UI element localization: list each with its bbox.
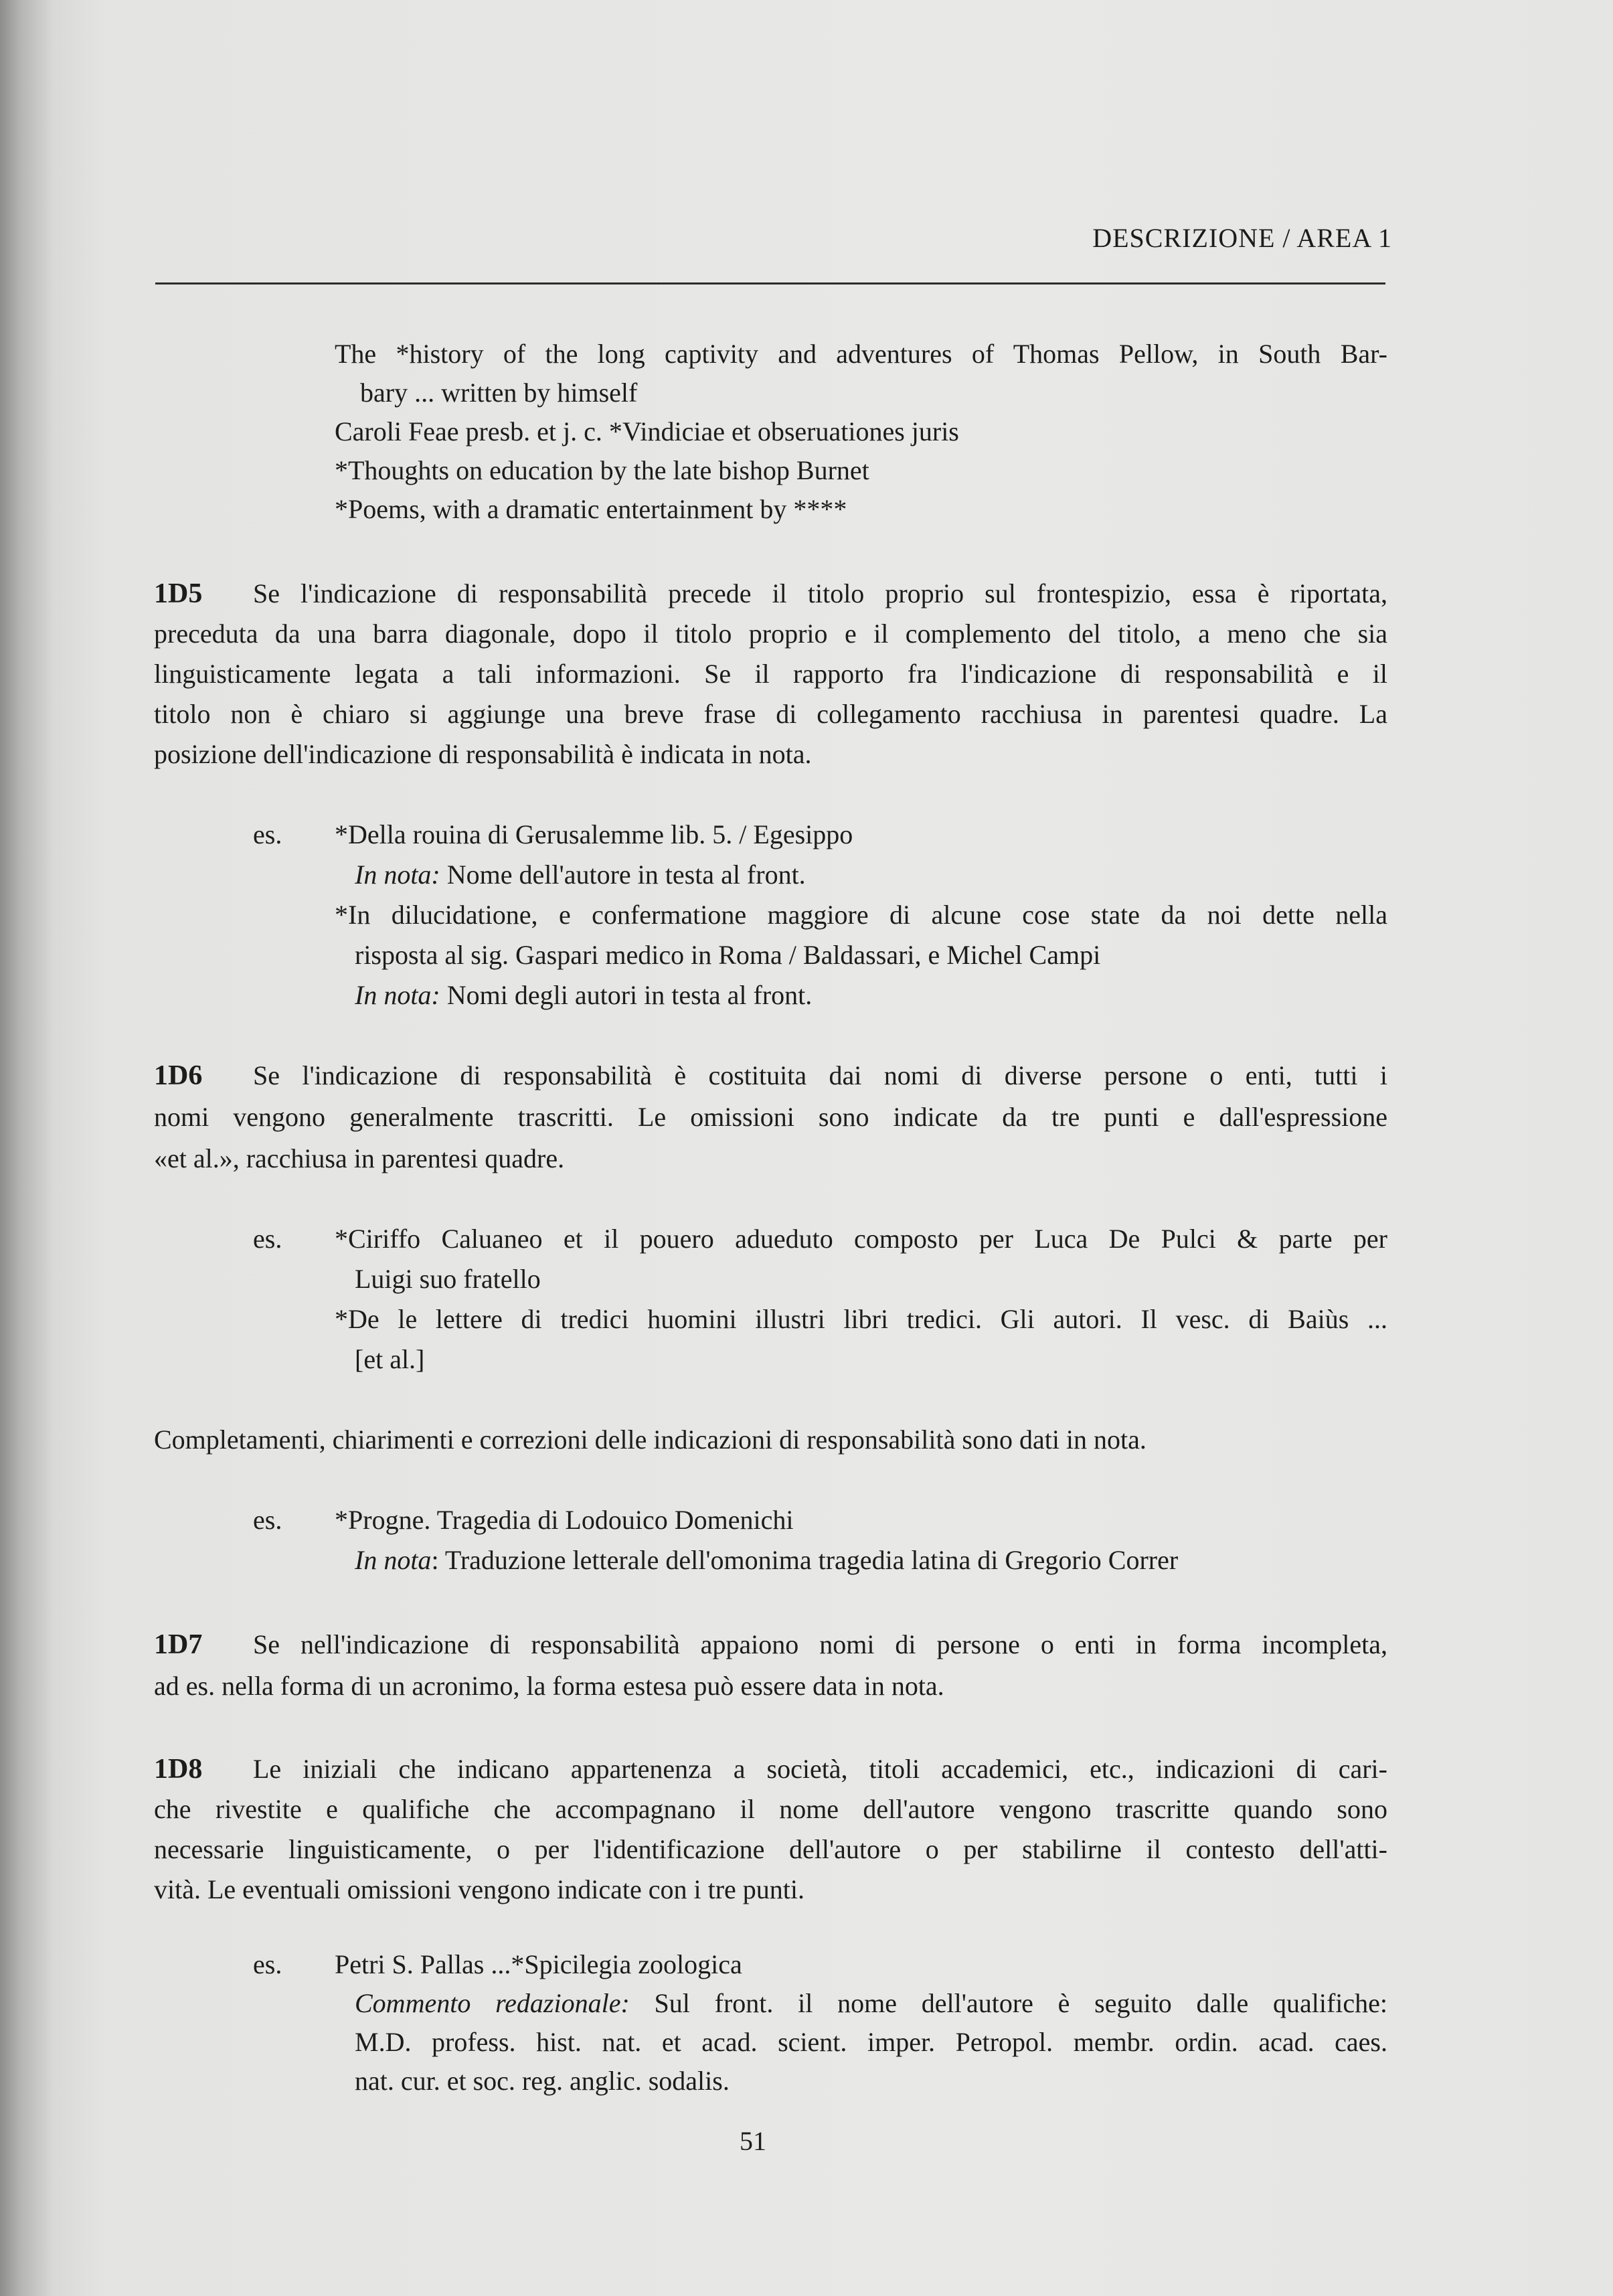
section-1d5-example-2-note bbox=[355, 976, 812, 1015]
note-text: Nomi degli autori in testa al front. bbox=[440, 980, 813, 1010]
section-1d6-line2: nomi vengono generalmente trascritti. Le omissioni sono indicate da tre punti e dall'espressione bbox=[154, 1102, 1387, 1132]
section-1d6-example-3-note bbox=[355, 1541, 1178, 1580]
section-1d6-example-1-line2: Luigi suo fratello bbox=[355, 1264, 541, 1294]
section-1d5-line4: titolo non è chiaro si aggiunge una breve frase di collegamento racchiusa in parentesi quadre. La bbox=[154, 699, 1387, 729]
section-1d7-line2: ad es. nella forma di un acronimo, la forma estesa può essere data in nota. bbox=[154, 1671, 944, 1701]
section-1d6-example-2-line2: [et al.] bbox=[355, 1344, 425, 1374]
section-1d5-example-2-line1: *In dilucidatione, e confermatione maggiore di alcune cose state da noi dette nella bbox=[335, 900, 1387, 930]
section-1d5-example-1: *Della rouina di Gerusalemme lib. 5. / Egesippo bbox=[335, 819, 853, 849]
page-number: 51 bbox=[740, 2126, 766, 2156]
header-rule bbox=[155, 282, 1385, 284]
example-label: es. bbox=[253, 1949, 282, 1979]
section-1d8-line1: Le iniziali che indicano appartenenza a società, titoli accademici, etc., indicazioni di cari- bbox=[253, 1754, 1387, 1784]
section-1d5-example-1-note bbox=[355, 855, 806, 894]
section-1d6-example-3: *Progne. Tragedia di Lodouico Domenichi bbox=[335, 1505, 794, 1535]
running-header: DESCRIZIONE / AREA 1 bbox=[1092, 223, 1392, 253]
example-label: es. bbox=[253, 1505, 282, 1535]
intro-example-1-line2: bary ... written by himself bbox=[360, 378, 638, 408]
note-label: In nota: bbox=[355, 980, 440, 1010]
intro-example-1-line1: The *history of the long captivity and adventures of Thomas Pellow, in South Bar- bbox=[335, 339, 1387, 369]
intro-example-2: Caroli Feae presb. et j. c. *Vindiciae et obseruationes juris bbox=[335, 416, 959, 446]
example-label: es. bbox=[253, 1224, 282, 1254]
section-code-1d5: 1D5 bbox=[154, 578, 203, 609]
section-1d6-line3: «et al.», racchiusa in parentesi quadre. bbox=[154, 1143, 565, 1173]
note-label: In nota: bbox=[355, 859, 440, 890]
section-1d8-comment-line1 bbox=[355, 1984, 1387, 2023]
comment-label: Commento redazionale: bbox=[355, 1988, 630, 2018]
section-1d5-line1: Se l'indicazione di responsabilità precede il titolo proprio sul frontespizio, essa è riportata, bbox=[253, 578, 1387, 608]
section-1d6-example-1-line1: *Ciriffo Caluaneo et il pouero adueduto composto per Luca De Pulci & parte per bbox=[335, 1224, 1387, 1254]
section-code-1d7: 1D7 bbox=[154, 1629, 203, 1660]
note-text: : Traduzione letterale dell'omonima tragedia latina di Gregorio Correr bbox=[431, 1545, 1179, 1575]
section-1d5-example-2-line2: risposta al sig. Gaspari medico in Roma / Baldassari, e Michel Campi bbox=[355, 940, 1101, 970]
section-code-1d8: 1D8 bbox=[154, 1754, 203, 1785]
section-1d8-line4: vità. Le eventuali omissioni vengono indicate con i tre punti. bbox=[154, 1874, 804, 1904]
section-1d7-line1: Se nell'indicazione di responsabilità appaiono nomi di persone o enti in forma incompleta, bbox=[253, 1629, 1387, 1659]
section-1d5-line3: linguisticamente legata a tali informazioni. Se il rapporto fra l'indicazione di responsabilità e il bbox=[154, 659, 1387, 689]
section-1d8-line3: necessarie linguisticamente, o per l'identificazione dell'autore o per stabilirne il contesto dell'atti- bbox=[154, 1834, 1387, 1864]
intro-example-4: *Poems, with a dramatic entertainment by **** bbox=[335, 494, 847, 524]
comment-text: Sul front. il nome dell'autore è seguito dalle qualifiche: bbox=[629, 1988, 1387, 2018]
section-1d6-completion-text: Completamenti, chiarimenti e correzioni delle indicazioni di responsabilità sono dati in nota. bbox=[154, 1424, 1147, 1455]
section-1d5-line2: preceduta da una barra diagonale, dopo il titolo proprio e il complemento del titolo, a meno che sia bbox=[154, 619, 1387, 649]
section-1d6-example-2-line1: *De le lettere di tredici huomini illustri libri tredici. Gli autori. Il vesc. di Baiùs ... bbox=[335, 1304, 1387, 1334]
note-text: Nome dell'autore in testa al front. bbox=[440, 859, 806, 890]
example-label: es. bbox=[253, 819, 282, 849]
section-1d8-line2: che rivestite e qualifiche che accompagnano il nome dell'autore vengono trascritte quando sono bbox=[154, 1794, 1387, 1824]
section-1d8-example-1: Petri S. Pallas ...*Spicilegia zoologica bbox=[335, 1949, 742, 1979]
section-1d8-comment-line3: nat. cur. et soc. reg. anglic. sodalis. bbox=[355, 2066, 730, 2096]
intro-example-3: *Thoughts on education by the late bishop Burnet bbox=[335, 455, 869, 485]
section-1d5-line5: posizione dell'indicazione di responsabilità è indicata in nota. bbox=[154, 739, 812, 769]
section-1d6-line1: Se l'indicazione di responsabilità è costituita dai nomi di diverse persone o enti, tutti i bbox=[253, 1060, 1387, 1090]
section-1d8-comment-line2: M.D. profess. hist. nat. et acad. scient. imper. Petropol. membr. ordin. acad. caes. bbox=[355, 2027, 1387, 2057]
section-code-1d6: 1D6 bbox=[154, 1060, 203, 1091]
note-label: In nota bbox=[355, 1545, 432, 1575]
